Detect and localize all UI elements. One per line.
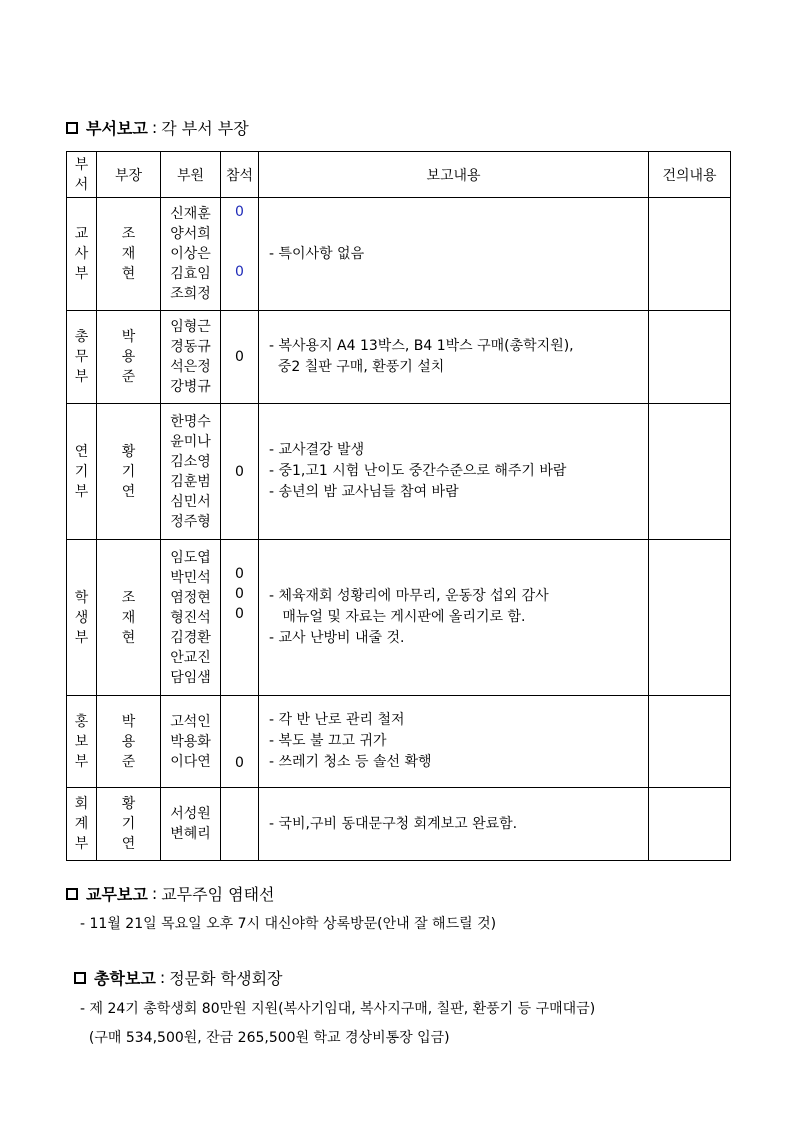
- dept-cell-text: 홍: [74, 713, 89, 730]
- dept-cell-text: 회: [74, 796, 89, 812]
- head-cell-text: 준: [121, 753, 136, 770]
- section-dept-report-title: [66, 116, 249, 139]
- section-heading: 총학보고: [94, 969, 156, 988]
- academic-report-line: - 11월 21일 목요일 오후 7시 대신야학 상록방문(안내 잘 해드릴 것): [80, 916, 497, 932]
- student-report-line: - 제 24기 총학생회 80만원 지원(복사기임대, 복사지구매, 칠판, 환풍기 등 구매대금): [80, 1001, 596, 1017]
- dept-cell-text: 부: [74, 266, 89, 282]
- head-cell-text: 황: [121, 443, 136, 460]
- dept-cell: [67, 540, 97, 696]
- members-cell-text: 윤미나: [170, 433, 211, 450]
- dept-cell-text: 계: [74, 816, 89, 832]
- head-cell-text: 용: [121, 733, 136, 750]
- attend-cell-text: [221, 242, 258, 262]
- report-cell: [259, 311, 649, 404]
- head-cell-text: 현: [121, 629, 136, 646]
- report-cell-text: - 복사용지 A4 13박스, B4 1박스 구매(총학지원),: [269, 338, 574, 354]
- dept-cell-text: 생: [74, 609, 89, 626]
- table-row: [67, 404, 731, 540]
- dept-report-table: [66, 151, 731, 861]
- members-cell-text: 양서희: [170, 226, 211, 242]
- section-subtitle: 정문화 학생회장: [169, 969, 283, 988]
- section-subtitle: 각 부서 부장: [161, 119, 249, 138]
- head-cell: [97, 311, 161, 404]
- head-cell-text: 박: [121, 329, 136, 345]
- report-cell-text: - 복도 불 끄고 귀가: [269, 733, 387, 749]
- attend-cell-text: 0: [235, 463, 244, 480]
- members-cell-text: 신재훈: [170, 206, 211, 222]
- attend-cell-text: 0: [235, 204, 244, 220]
- suggest-cell: [649, 696, 731, 788]
- head-cell: [97, 696, 161, 788]
- report-cell-text: 매뉴얼 및 자료는 게시판에 올리기로 함.: [269, 609, 526, 625]
- checkbox-square-icon: [66, 122, 78, 134]
- dept-cell-text: 사: [74, 246, 89, 262]
- members-cell-text: 석은정: [170, 359, 211, 375]
- report-cell-text: - 중1,고1 시험 난이도 중간수준으로 해주기 바람: [269, 463, 567, 479]
- attend-cell: [221, 540, 259, 696]
- report-cell-text: - 교사결강 발생: [269, 442, 365, 458]
- members-cell-text: 임형근: [170, 319, 211, 335]
- section-colon: :: [151, 884, 158, 903]
- suggest-cell: [649, 540, 731, 696]
- section-colon: :: [159, 968, 166, 987]
- members-cell-text: 변혜리: [170, 826, 211, 842]
- members-cell-text: 형진석: [170, 609, 211, 626]
- suggest-cell: [649, 311, 731, 404]
- members-cell-text: 김소영: [170, 453, 211, 470]
- report-cell-text: - 각 반 난로 관리 철저: [269, 712, 405, 728]
- report-cell: [259, 540, 649, 696]
- section-heading: 부서보고: [86, 119, 148, 138]
- head-cell-text: 재: [121, 246, 136, 262]
- report-cell-text: - 국비,구비 동대문구청 회계보고 완료함.: [269, 815, 518, 832]
- dept-cell-text: 부: [74, 836, 89, 852]
- dept-cell-text: 학: [74, 589, 89, 606]
- head-cell-text: 기: [121, 463, 136, 480]
- members-cell: [161, 788, 221, 861]
- members-cell: [161, 198, 221, 311]
- attend-cell: [221, 404, 259, 540]
- header-attend: 참석: [221, 152, 259, 198]
- section-academic-report-title: [66, 882, 275, 905]
- header-head: 부장: [97, 152, 161, 198]
- header-dept: 부 서: [67, 152, 97, 198]
- report-cell: [259, 198, 649, 311]
- members-cell: [161, 696, 221, 788]
- report-cell: [259, 696, 649, 788]
- attend-cell-text: [221, 222, 258, 242]
- report-cell: [259, 404, 649, 540]
- suggest-cell: [649, 198, 731, 311]
- suggest-cell: [649, 788, 731, 861]
- checkbox-square-icon: [66, 888, 78, 900]
- checkbox-square-icon: [74, 972, 86, 984]
- dept-cell: [67, 696, 97, 788]
- attend-cell-text: 0: [235, 264, 244, 280]
- section-student-report-title: [74, 966, 283, 989]
- table-row: [67, 311, 731, 404]
- table-row: [67, 696, 731, 788]
- dept-cell-text: 부: [74, 369, 89, 385]
- head-cell-text: 조: [121, 589, 136, 606]
- attend-cell-text: 0: [235, 586, 244, 602]
- attend-cell-text: 0: [235, 349, 244, 365]
- members-cell-text: 심민서: [170, 493, 211, 510]
- dept-cell-text: 연: [74, 443, 89, 460]
- attend-cell: [221, 198, 259, 311]
- head-cell-text: 황: [121, 796, 136, 812]
- head-cell-text: 조: [121, 226, 136, 242]
- members-cell-text: 안교진: [170, 649, 211, 666]
- attend-cell: [221, 788, 259, 861]
- head-cell-text: 용: [121, 349, 136, 365]
- head-cell-text: 준: [121, 369, 136, 385]
- suggest-cell: [649, 404, 731, 540]
- section-colon: :: [151, 118, 158, 137]
- dept-cell: [67, 311, 97, 404]
- members-cell-text: 이상은: [170, 246, 211, 262]
- header-report: 보고내용: [259, 152, 649, 198]
- members-cell-text: 김경환: [170, 629, 211, 646]
- dept-cell: [67, 198, 97, 311]
- members-cell-text: 조희정: [170, 286, 211, 302]
- report-cell: [259, 788, 649, 861]
- attend-cell: [221, 311, 259, 404]
- head-cell: [97, 198, 161, 311]
- dept-cell-text: 교: [74, 226, 89, 242]
- members-cell-text: 담임샘: [170, 669, 211, 686]
- report-cell-text: - 쓰레기 청소 등 솔선 확행: [269, 754, 432, 770]
- header-members: 부원: [161, 152, 221, 198]
- table-row: [67, 788, 731, 861]
- attend-cell-text: [221, 282, 258, 302]
- members-cell-text: 박용화: [170, 733, 211, 750]
- dept-cell-text: 부: [74, 483, 89, 500]
- dept-cell-text: 부: [74, 629, 89, 646]
- dept-cell-text: 무: [74, 349, 89, 365]
- dept-cell: [67, 404, 97, 540]
- members-cell-text: 염정현: [170, 589, 211, 606]
- members-cell-text: 임도엽: [170, 549, 211, 566]
- head-cell-text: 연: [121, 836, 136, 852]
- members-cell-text: 강병규: [170, 379, 211, 395]
- head-cell: [97, 540, 161, 696]
- report-cell-text: - 송년의 밤 교사님들 참여 바람: [269, 484, 459, 500]
- student-report-line: (구매 534,500원, 잔금 265,500원 학교 경상비통장 입금): [80, 1030, 450, 1046]
- table-row: [67, 198, 731, 311]
- attend-cell-text: 0: [235, 606, 244, 622]
- members-cell-text: 서성원: [170, 806, 211, 822]
- members-cell: [161, 540, 221, 696]
- dept-cell-text: 보: [74, 733, 89, 750]
- dept-cell: [67, 788, 97, 861]
- report-cell-text: - 체육재회 성황리에 마무리, 운동장 섭외 감사: [269, 588, 549, 604]
- members-cell: [161, 311, 221, 404]
- head-cell-text: 재: [121, 609, 136, 626]
- attend-cell-text: 0: [235, 566, 244, 582]
- head-cell-text: 연: [121, 483, 136, 500]
- members-cell-text: 박민석: [170, 569, 211, 586]
- members-cell-text: 고석인: [170, 713, 211, 730]
- head-cell: [97, 404, 161, 540]
- report-cell-text: - 특이사항 없음: [269, 245, 365, 262]
- header-suggest: 건의내용: [649, 152, 731, 198]
- table-header-row: [67, 152, 731, 198]
- members-cell: [161, 404, 221, 540]
- report-cell-text: 중2 칠판 구매, 환풍기 설치: [269, 359, 445, 375]
- members-cell-text: 정주형: [170, 513, 211, 530]
- head-cell-text: 박: [121, 713, 136, 730]
- head-cell: [97, 788, 161, 861]
- section-heading: 교무보고: [86, 885, 148, 904]
- members-cell-text: 이다연: [170, 753, 211, 770]
- attend-cell: [221, 696, 259, 788]
- head-cell-text: 현: [121, 266, 136, 282]
- head-cell-text: 기: [121, 816, 136, 832]
- table-row: [67, 540, 731, 696]
- members-cell-text: 김효임: [170, 266, 211, 282]
- members-cell-text: 김훈범: [170, 473, 211, 490]
- dept-cell-text: 부: [74, 753, 89, 770]
- dept-cell-text: 기: [74, 463, 89, 480]
- attend-cell-text: 0: [235, 755, 244, 771]
- members-cell-text: 한명수: [170, 413, 211, 430]
- report-cell-text: - 교사 난방비 내줄 것.: [269, 630, 405, 646]
- members-cell-text: 경동규: [170, 339, 211, 355]
- section-subtitle: 교무주임 염태선: [161, 885, 275, 904]
- dept-cell-text: 총: [74, 329, 89, 345]
